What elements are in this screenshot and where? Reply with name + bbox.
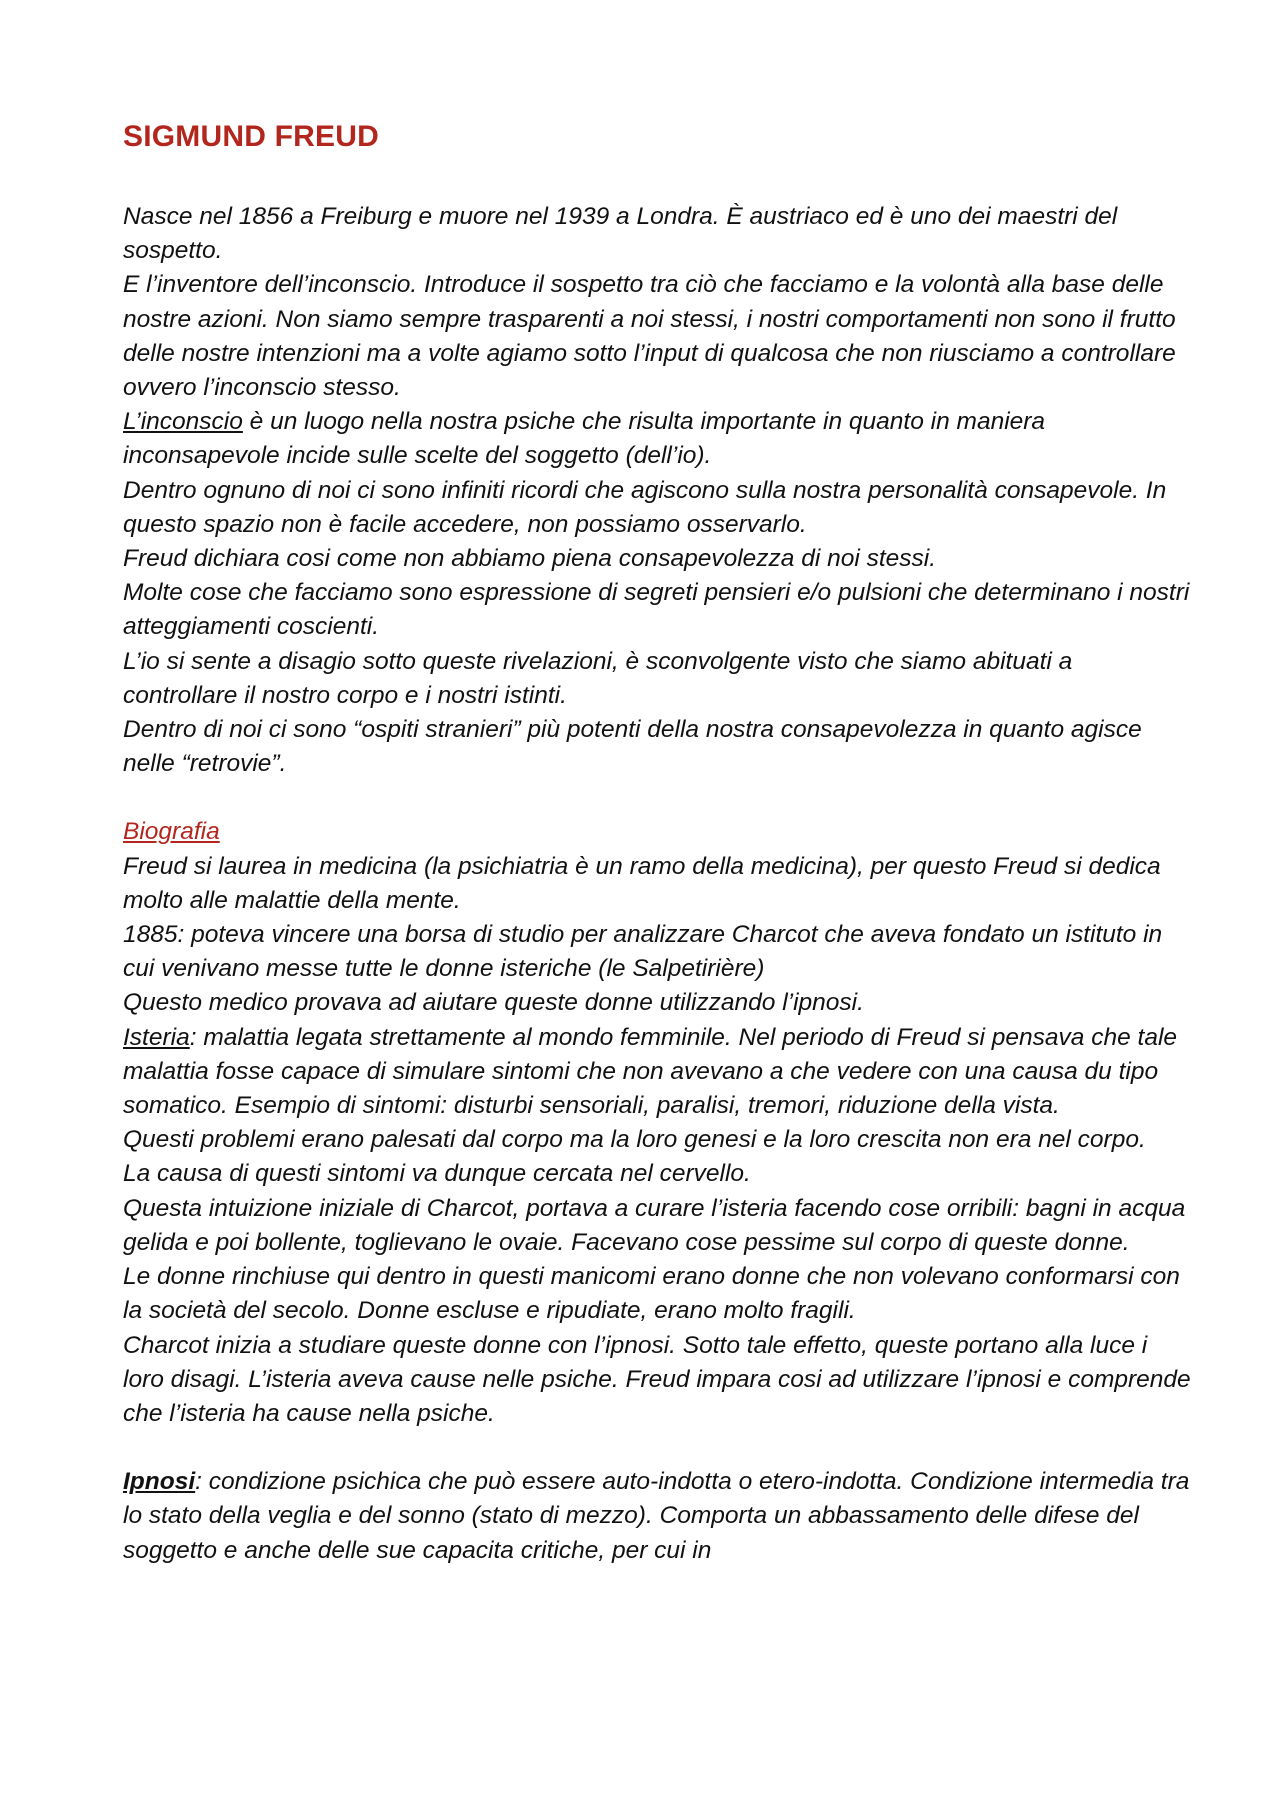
paragraph: L’io si sente a disagio sotto queste rivelazioni, è sconvolgente visto che siamo abituati a controllare il nostro corpo e i nostri istinti.	[123, 647, 1073, 709]
document-body	[123, 200, 1193, 1568]
section-heading-biografia: Biografia	[123, 818, 220, 846]
term-inconscio: L’inconscio	[123, 408, 243, 436]
paragraph: Nasce nel 1856 a Freiburg e muore nel 1939 a Londra. È austriaco ed è uno dei maestri del sospetto.	[123, 203, 1118, 265]
paragraph: Le donne rinchiuse qui dentro in questi manicomi erano donne che non volevano conformarsi con la società del secolo. Donne escluse e ripudiate, erano molto fragili.	[123, 1263, 1180, 1325]
paragraph: Questi problemi erano palesati dal corpo ma la loro genesi e la loro crescita non era nel corpo.	[123, 1126, 1146, 1154]
paragraph: Questa intuizione iniziale di Charcot, portava a curare l’isteria facendo cose orribili: bagni in acqua gelida e poi bollente, toglievano le ovaie. Facevano cose pessime sul corpo di queste donne.	[123, 1194, 1186, 1256]
paragraph: Dentro ognuno di noi ci sono infiniti ricordi che agiscono sulla nostra personalità consapevole. In questo spazio non è facile accedere, non possiamo osservarlo.	[123, 476, 1167, 538]
paragraph: E l’inventore dell’inconscio. Introduce il sospetto tra ciò che facciamo e la volontà alla base delle nostre azioni. Non siamo sempre trasparenti a noi stessi, i nostri comportamenti non sono il frutto delle nostre intenzioni ma a volte agiamo sotto l’input di qualcosa che non riusciamo a controllare ovvero l’inconscio stesso.	[123, 271, 1176, 402]
paragraph	[123, 405, 1193, 473]
paragraph-text: : malattia legata strettamente al mondo femminile. Nel periodo di Freud si pensava che tale malattia fosse capace di simulare sintomi che non avevano a che vedere con una causa du tipo somatico. Esempio di sintomi: disturbi sensoriali, paralisi, tremori, riduzione della vista.	[123, 1023, 1178, 1120]
paragraph: La causa di questi sintomi va dunque cercata nel cervello.	[123, 1160, 751, 1188]
spacer	[123, 1431, 1193, 1465]
paragraph: Questo medico provava ad aiutare queste donne utilizzando l’ipnosi.	[123, 989, 864, 1017]
term-ipnosi: Ipnosi	[123, 1468, 196, 1496]
spacer	[123, 781, 1193, 815]
paragraph: Charcot inizia a studiare queste donne con l’ipnosi. Sotto tale effetto, queste portano alla luce i loro disagi. L’isteria aveva cause nelle psiche. Freud impara cosi ad utilizzare l’ipnosi e comprende che l’isteria ha cause nella psiche.	[123, 1331, 1191, 1427]
paragraph-text: : condizione psichica che può essere auto-indotta o etero-indotta. Condizione intermedia tra lo stato della veglia e del sonno (stato di mezzo). Comporta un abbassamento delle difese del soggetto e anche delle sue capacita critiche, per cui in	[123, 1468, 1190, 1564]
term-isteria: Isteria	[123, 1023, 190, 1051]
paragraph-text: è un luogo nella nostra psiche che risulta importante in quanto in maniera inconsapevole incide sulle scelte del soggetto (dell’io).	[123, 408, 1046, 470]
page-title: SIGMUND FREUD	[123, 120, 379, 153]
paragraph: Molte cose che facciamo sono espressione di segreti pensieri e/o pulsioni che determinano i nostri atteggiamenti coscienti.	[123, 579, 1190, 641]
paragraph: 1885: poteva vincere una borsa di studio per analizzare Charcot che aveva fondato un istituto in cui venivano messe tutte le donne isteriche (le Salpetirière)	[123, 921, 1163, 983]
paragraph: Dentro di noi ci sono “ospiti stranieri” più potenti della nostra consapevolezza in quanto agisce nelle “retrovie”.	[123, 716, 1142, 778]
paragraph	[123, 1021, 1193, 1124]
paragraph: Freud dichiara cosi come non abbiamo piena consapevolezza di noi stessi.	[123, 545, 937, 573]
paragraph	[123, 1465, 1193, 1568]
paragraph: Freud si laurea in medicina (la psichiatria è un ramo della medicina), per questo Freud si dedica molto alle malattie della mente.	[123, 852, 1161, 914]
